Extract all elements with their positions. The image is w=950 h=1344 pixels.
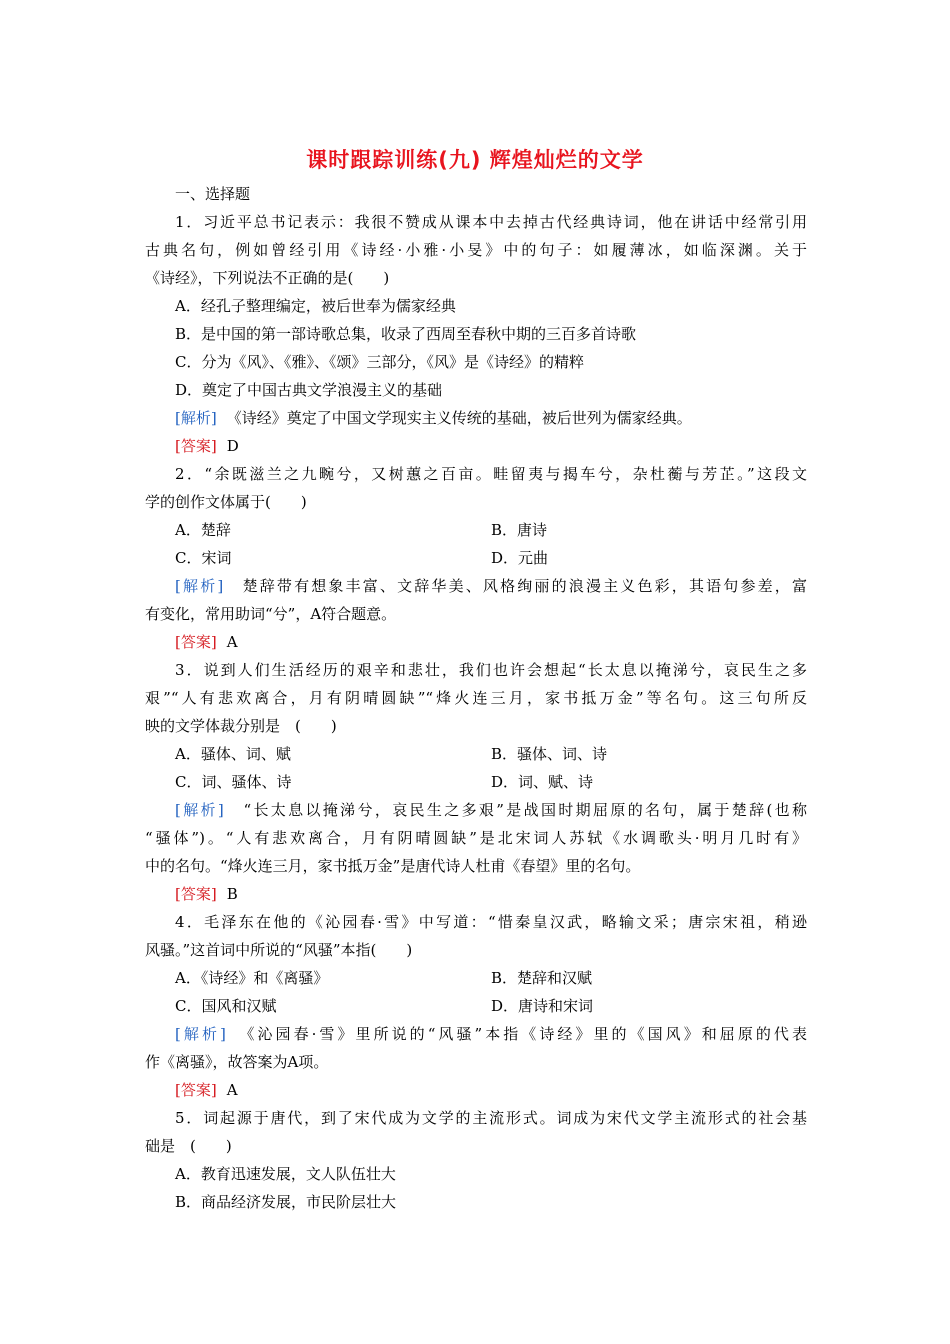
question-1-option-c: C．分为《风》、《雅》、《颂》三部分，《风》是《诗经》的精粹: [175, 353, 584, 371]
question-4-options-row-2: [145, 992, 807, 1020]
question-3-option-c: C．词、骚体、诗: [175, 773, 292, 791]
question-1-answer: [145, 432, 807, 460]
answer-label: [答案]: [175, 1081, 217, 1099]
question-3-analysis-cont-2: 中的名句。“烽火连三月，家书抵万金”是唐代诗人杜甫《春望》里的名句。: [145, 857, 641, 875]
analysis-text: 《沁园春·雪》里所说的“风骚”本指《诗经》里的《国风》和屈原的代表: [246, 1025, 807, 1043]
analysis-text: “长太息以掩涕兮，哀民生之多艰”是战国时期屈原的名句，属于楚辞(也称: [243, 801, 807, 819]
analysis-text: 楚辞带有想象丰富、文辞华美、风格绚丽的浪漫主义色彩，其语句参差，富: [242, 577, 807, 595]
question-1-option-b: B．是中国的第一部诗歌总集，收录了西周至春秋中期的三百多首诗歌: [175, 325, 637, 343]
question-1-analysis: [145, 404, 807, 432]
question-2-option-c: C．宋词: [175, 549, 232, 567]
answer-value: D: [226, 437, 239, 455]
answer-label: [答案]: [175, 437, 217, 455]
question-3-line-3: 映的文学体裁分别是 ( ): [145, 717, 337, 735]
question-5-option-a: A．教育迅速发展，文人队伍壮大: [175, 1165, 396, 1183]
question-3-analysis: [145, 796, 807, 824]
analysis-label: [解析]: [175, 577, 224, 595]
question-4-options-row-1: [145, 964, 807, 992]
question-3-option-a: A．骚体、词、赋: [175, 745, 291, 763]
question-2-option-b: B．唐诗: [491, 521, 548, 539]
question-3-option-d: D．词、赋、诗: [491, 773, 594, 791]
analysis-text: 《诗经》奠定了中国文学现实主义传统的基础，被后世列为儒家经典。: [226, 409, 692, 427]
question-1-line-3: 《诗经》，下列说法不正确的是( ): [145, 269, 390, 287]
analysis-label: [解析]: [175, 801, 224, 819]
question-2-options-row-1: [145, 516, 807, 544]
question-3-line-2: 艰”“人有悲欢离合，月有阴晴圆缺”“烽火连三月，家书抵万金”等名句。这三句所反: [145, 689, 807, 707]
answer-value: A: [226, 633, 238, 651]
answer-value: B: [226, 885, 238, 903]
question-2-line-2: 学的创作文体属于( ): [145, 493, 307, 511]
question-2-analysis-cont: 有变化，常用助词“兮”，A符合题意。: [145, 605, 397, 623]
question-2-option-d: D．元曲: [491, 549, 549, 567]
analysis-label: [解析]: [175, 1025, 226, 1043]
question-4-option-a: A．《诗经》和《离骚》: [175, 969, 329, 987]
question-2-line-1: 2．“余既滋兰之九畹兮，又树蕙之百亩。畦留夷与揭车兮，杂杜蘅与芳芷。”这段文: [175, 465, 807, 483]
question-4-analysis-cont: 作《离骚》，故答案为A项。: [145, 1053, 329, 1071]
question-3-analysis-cont-1: “骚体”)。“人有悲欢离合，月有阴晴圆缺”是北宋词人苏轼《水调歌头·明月几时有》: [145, 829, 807, 847]
question-3-line-1: 3．说到人们生活经历的艰辛和悲壮，我们也许会想起“长太息以掩涕兮，哀民生之多: [175, 661, 807, 679]
question-3-options-row-2: [145, 768, 807, 796]
question-5-option-b: B．商品经济发展，市民阶层壮大: [175, 1193, 397, 1211]
question-1-option-a: A．经孔子整理编定，被后世奉为儒家经典: [175, 297, 456, 315]
section-heading: 一、选择题: [175, 185, 251, 203]
question-5-line-1: 5．词起源于唐代，到了宋代成为文学的主流形式。词成为宋代文学主流形式的社会基: [175, 1109, 807, 1127]
question-4-option-b: B．楚辞和汉赋: [491, 969, 593, 987]
question-2-options-row-2: [145, 544, 807, 572]
question-5-line-2: 础是 ( ): [145, 1137, 232, 1155]
question-4-answer: [145, 1076, 807, 1104]
question-3-answer: [145, 880, 807, 908]
question-list: [145, 180, 807, 1216]
question-2-option-a: A．楚辞: [175, 521, 231, 539]
question-3-option-b: B．骚体、词、诗: [491, 745, 608, 763]
question-4-line-1: 4．毛泽东在他的《沁园春·雪》中写道：“惜秦皇汉武，略输文采；唐宗宋祖，稍逊: [175, 913, 807, 931]
question-1-line-1: 1．习近平总书记表示：我很不赞成从课本中去掉古代经典诗词，他在讲话中经常引用: [175, 213, 807, 231]
page-title: 课时跟踪训练(九) 辉煌灿烂的文学: [306, 148, 644, 172]
question-2-answer: [145, 628, 807, 656]
question-4-analysis: [145, 1020, 807, 1048]
question-1-line-2: 古典名句，例如曾经引用《诗经·小雅·小旻》中的句子：如履薄冰，如临深渊。关于: [145, 241, 807, 259]
question-4-option-d: D．唐诗和宋词: [491, 997, 594, 1015]
question-4-line-2: 风骚。”这首词中所说的“风骚”本指( ): [145, 941, 413, 959]
answer-label: [答案]: [175, 633, 217, 651]
question-3-options-row-1: [145, 740, 807, 768]
analysis-label: [解析]: [175, 409, 217, 427]
answer-label: [答案]: [175, 885, 217, 903]
answer-value: A: [226, 1081, 238, 1099]
question-1-option-d: D．奠定了中国古典文学浪漫主义的基础: [175, 381, 443, 399]
question-4-option-c: C．国风和汉赋: [175, 997, 277, 1015]
question-2-analysis: [145, 572, 807, 600]
